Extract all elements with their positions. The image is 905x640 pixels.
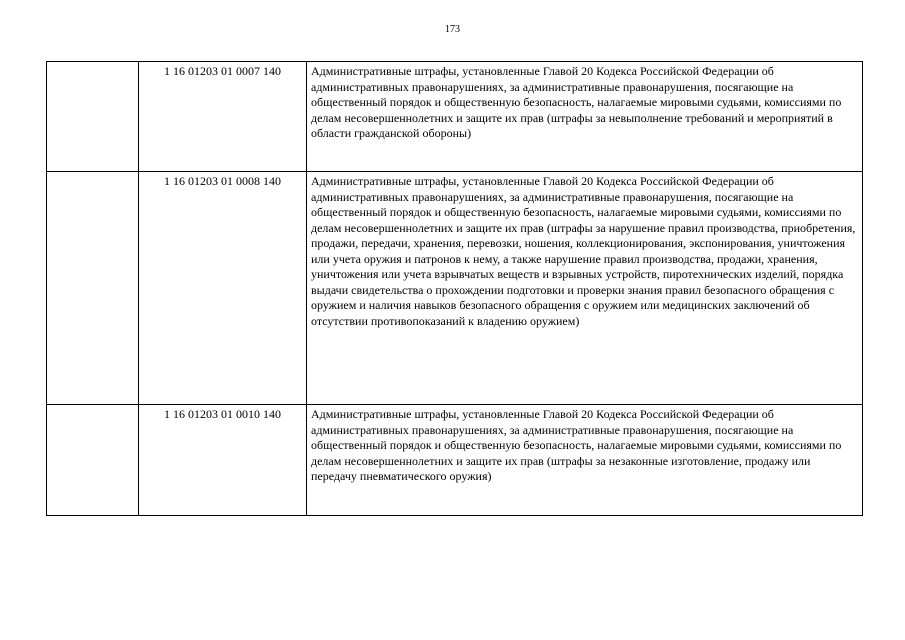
table-row (47, 172, 863, 405)
empty-cell (47, 405, 139, 516)
table-row (47, 405, 863, 516)
budget-code-cell: 1 16 01203 01 0008 140 (139, 172, 307, 405)
budget-code-cell: 1 16 01203 01 0007 140 (139, 62, 307, 172)
description-cell: Административные штрафы, установленные Главой 20 Кодекса Российской Федерации об административных правонарушениях, за административные правонарушения, посягающие на общественный порядок и общественную безопасность, налагаемые мировыми судьями, комиссиями по делам несовершеннолетних и защите их прав (штрафы за нарушение правил производства, приобретения, продажи, передачи, хранения, перевозки, ношения, коллекционирования, экспонирования, уничтожения или учета оружия и патронов к нему, а также нарушение правил производства, продажи, хранения, уничтожения или учета взрывчатых веществ и взрывных устройств, пиротехнических изделий, порядка выдачи свидетельства о прохождении подготовки и проверки знания правил безопасного обращения с оружием и наличия навыков безопасного обращения с оружием или медицинских заключений об отсутствии противопоказаний к владению оружием) (307, 172, 863, 405)
empty-cell (47, 172, 139, 405)
empty-cell (47, 62, 139, 172)
budget-codes-table (46, 61, 863, 516)
description-cell: Административные штрафы, установленные Главой 20 Кодекса Российской Федерации об административных правонарушениях, за административные правонарушения, посягающие на общественный порядок и общественную безопасность, налагаемые мировыми судьями, комиссиями по делам несовершеннолетних и защите их прав (штрафы за незаконные изготовление, продажу или передачу пневматического оружия) (307, 405, 863, 516)
budget-code-cell: 1 16 01203 01 0010 140 (139, 405, 307, 516)
table-row (47, 62, 863, 172)
description-cell: Административные штрафы, установленные Главой 20 Кодекса Российской Федерации об административных правонарушениях, за административные правонарушения, посягающие на общественный порядок и общественную безопасность, налагаемые мировыми судьями, комиссиями по делам несовершеннолетних и защите их прав (штрафы за невыполнение требований и мероприятий в области гражданской обороны) (307, 62, 863, 172)
page-number: 173 (445, 24, 460, 35)
